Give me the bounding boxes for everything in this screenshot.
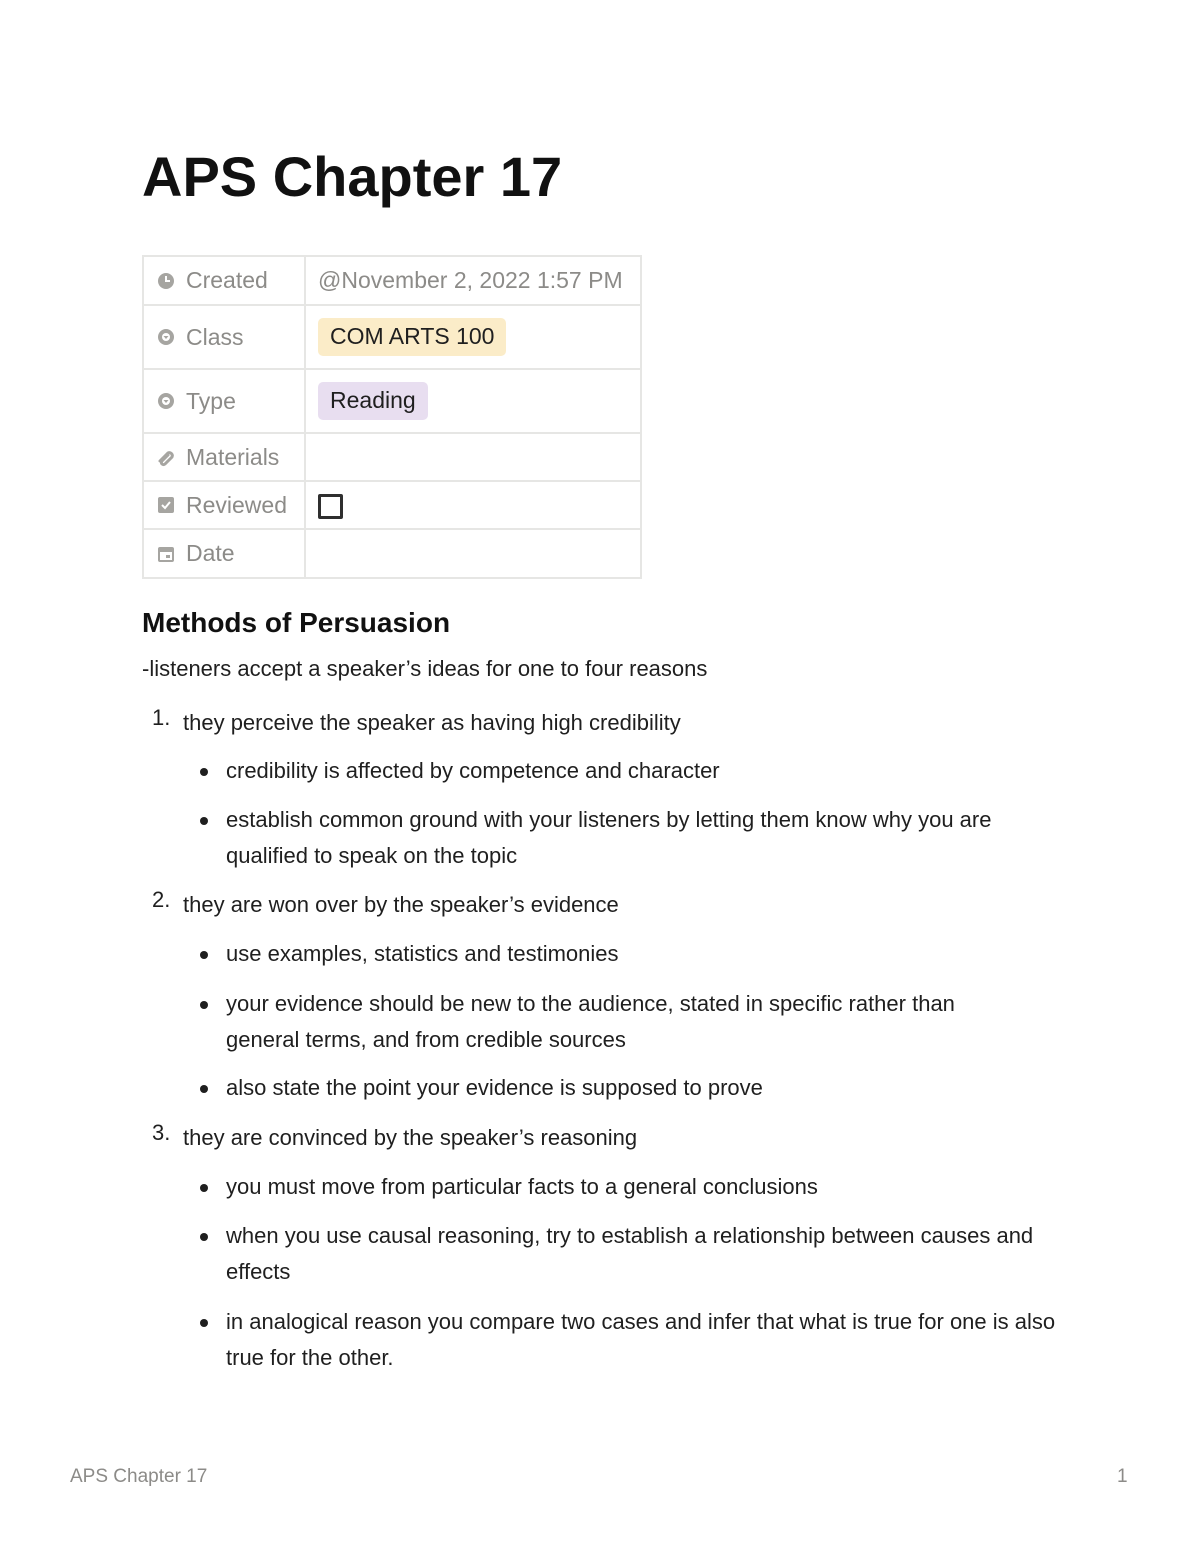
list-number: 1. xyxy=(152,705,171,730)
date-value[interactable] xyxy=(305,529,641,578)
bullet-dot xyxy=(200,1001,208,1009)
list-item-text: they are convinced by the speaker’s reasoning xyxy=(183,1125,638,1150)
type-tag[interactable]: Reading xyxy=(318,382,428,420)
reviewed-checkbox[interactable] xyxy=(318,494,343,519)
created-value[interactable]: @November 2, 2022 1:57 PM xyxy=(305,256,641,305)
property-row-reviewed xyxy=(143,481,641,529)
class-tag[interactable]: COM ARTS 100 xyxy=(318,318,506,356)
bullet-dot xyxy=(200,1319,208,1327)
reviewed-value xyxy=(305,481,641,529)
bullet-dot xyxy=(200,1233,208,1241)
property-label: Materials xyxy=(186,443,280,470)
bullet-item xyxy=(226,986,1026,1058)
property-label: Reviewed xyxy=(186,491,287,518)
property-label: Date xyxy=(186,540,235,566)
bullet-text: credibility is affected by competence and character xyxy=(226,758,720,783)
property-label: Created xyxy=(186,267,268,293)
type-value[interactable] xyxy=(305,369,641,433)
bullet-item xyxy=(226,1218,1056,1290)
property-row-created xyxy=(143,256,641,305)
property-row-materials xyxy=(143,433,641,481)
calendar-icon xyxy=(156,544,176,564)
bullet-item xyxy=(226,1070,1062,1106)
property-key xyxy=(143,481,305,529)
bullet-item xyxy=(226,753,1062,789)
bullet-text: use examples, statistics and testimonies xyxy=(226,941,619,966)
property-key xyxy=(143,305,305,369)
list-number: 2. xyxy=(152,887,171,912)
bullet-dot xyxy=(200,768,208,776)
bullet-dot xyxy=(200,1085,208,1093)
bullet-text: when you use causal reasoning, try to establish a relationship between causes and effects xyxy=(226,1223,1034,1284)
select-icon xyxy=(156,391,176,411)
property-key xyxy=(143,433,305,481)
page-number: 1 xyxy=(1117,1466,1128,1487)
clock-icon xyxy=(156,271,176,291)
footer-title: APS Chapter 17 xyxy=(70,1466,208,1487)
bullet-item xyxy=(226,1304,1056,1376)
property-key xyxy=(143,369,305,433)
paperclip-icon xyxy=(156,447,176,467)
properties-table xyxy=(142,255,642,579)
materials-value[interactable] xyxy=(305,433,641,481)
list-number: 3. xyxy=(152,1120,171,1145)
page-title: APS Chapter 17 xyxy=(142,145,563,208)
property-label: Class xyxy=(186,323,244,350)
bullet-dot xyxy=(200,1184,208,1192)
bullet-dot xyxy=(200,817,208,825)
checkbox-icon xyxy=(156,495,176,515)
bullet-dot xyxy=(200,951,208,959)
property-row-class xyxy=(143,305,641,369)
bullet-text: also state the point your evidence is supposed to prove xyxy=(226,1075,763,1100)
list-item xyxy=(142,1120,1062,1156)
list-item-text: they are won over by the speaker’s evidence xyxy=(183,892,619,917)
bullet-item xyxy=(226,1169,1062,1205)
bullet-item xyxy=(226,802,1056,874)
list-item xyxy=(142,887,1062,923)
bullet-item xyxy=(226,936,1062,972)
bullet-text: establish common ground with your listeners by letting them know why you are qualified to speak on the topic xyxy=(226,807,992,868)
bullet-text: you must move from particular facts to a general conclusions xyxy=(226,1174,818,1199)
property-row-type xyxy=(143,369,641,433)
class-value[interactable] xyxy=(305,305,641,369)
select-icon xyxy=(156,327,176,347)
property-row-date xyxy=(143,529,641,578)
bullet-text: in analogical reason you compare two cases and infer that what is true for one is also true for the other. xyxy=(226,1309,1056,1370)
property-label: Type xyxy=(186,387,236,414)
bullet-text: your evidence should be new to the audience, stated in specific rather than general terms, and from credible sources xyxy=(226,991,955,1052)
section-heading: Methods of Persuasion xyxy=(142,607,451,638)
property-key xyxy=(143,256,305,305)
property-key xyxy=(143,529,305,578)
intro-text: -listeners accept a speaker’s ideas for one to four reasons xyxy=(142,656,708,681)
list-item xyxy=(142,705,1062,741)
list-item-text: they perceive the speaker as having high credibility xyxy=(183,710,681,735)
